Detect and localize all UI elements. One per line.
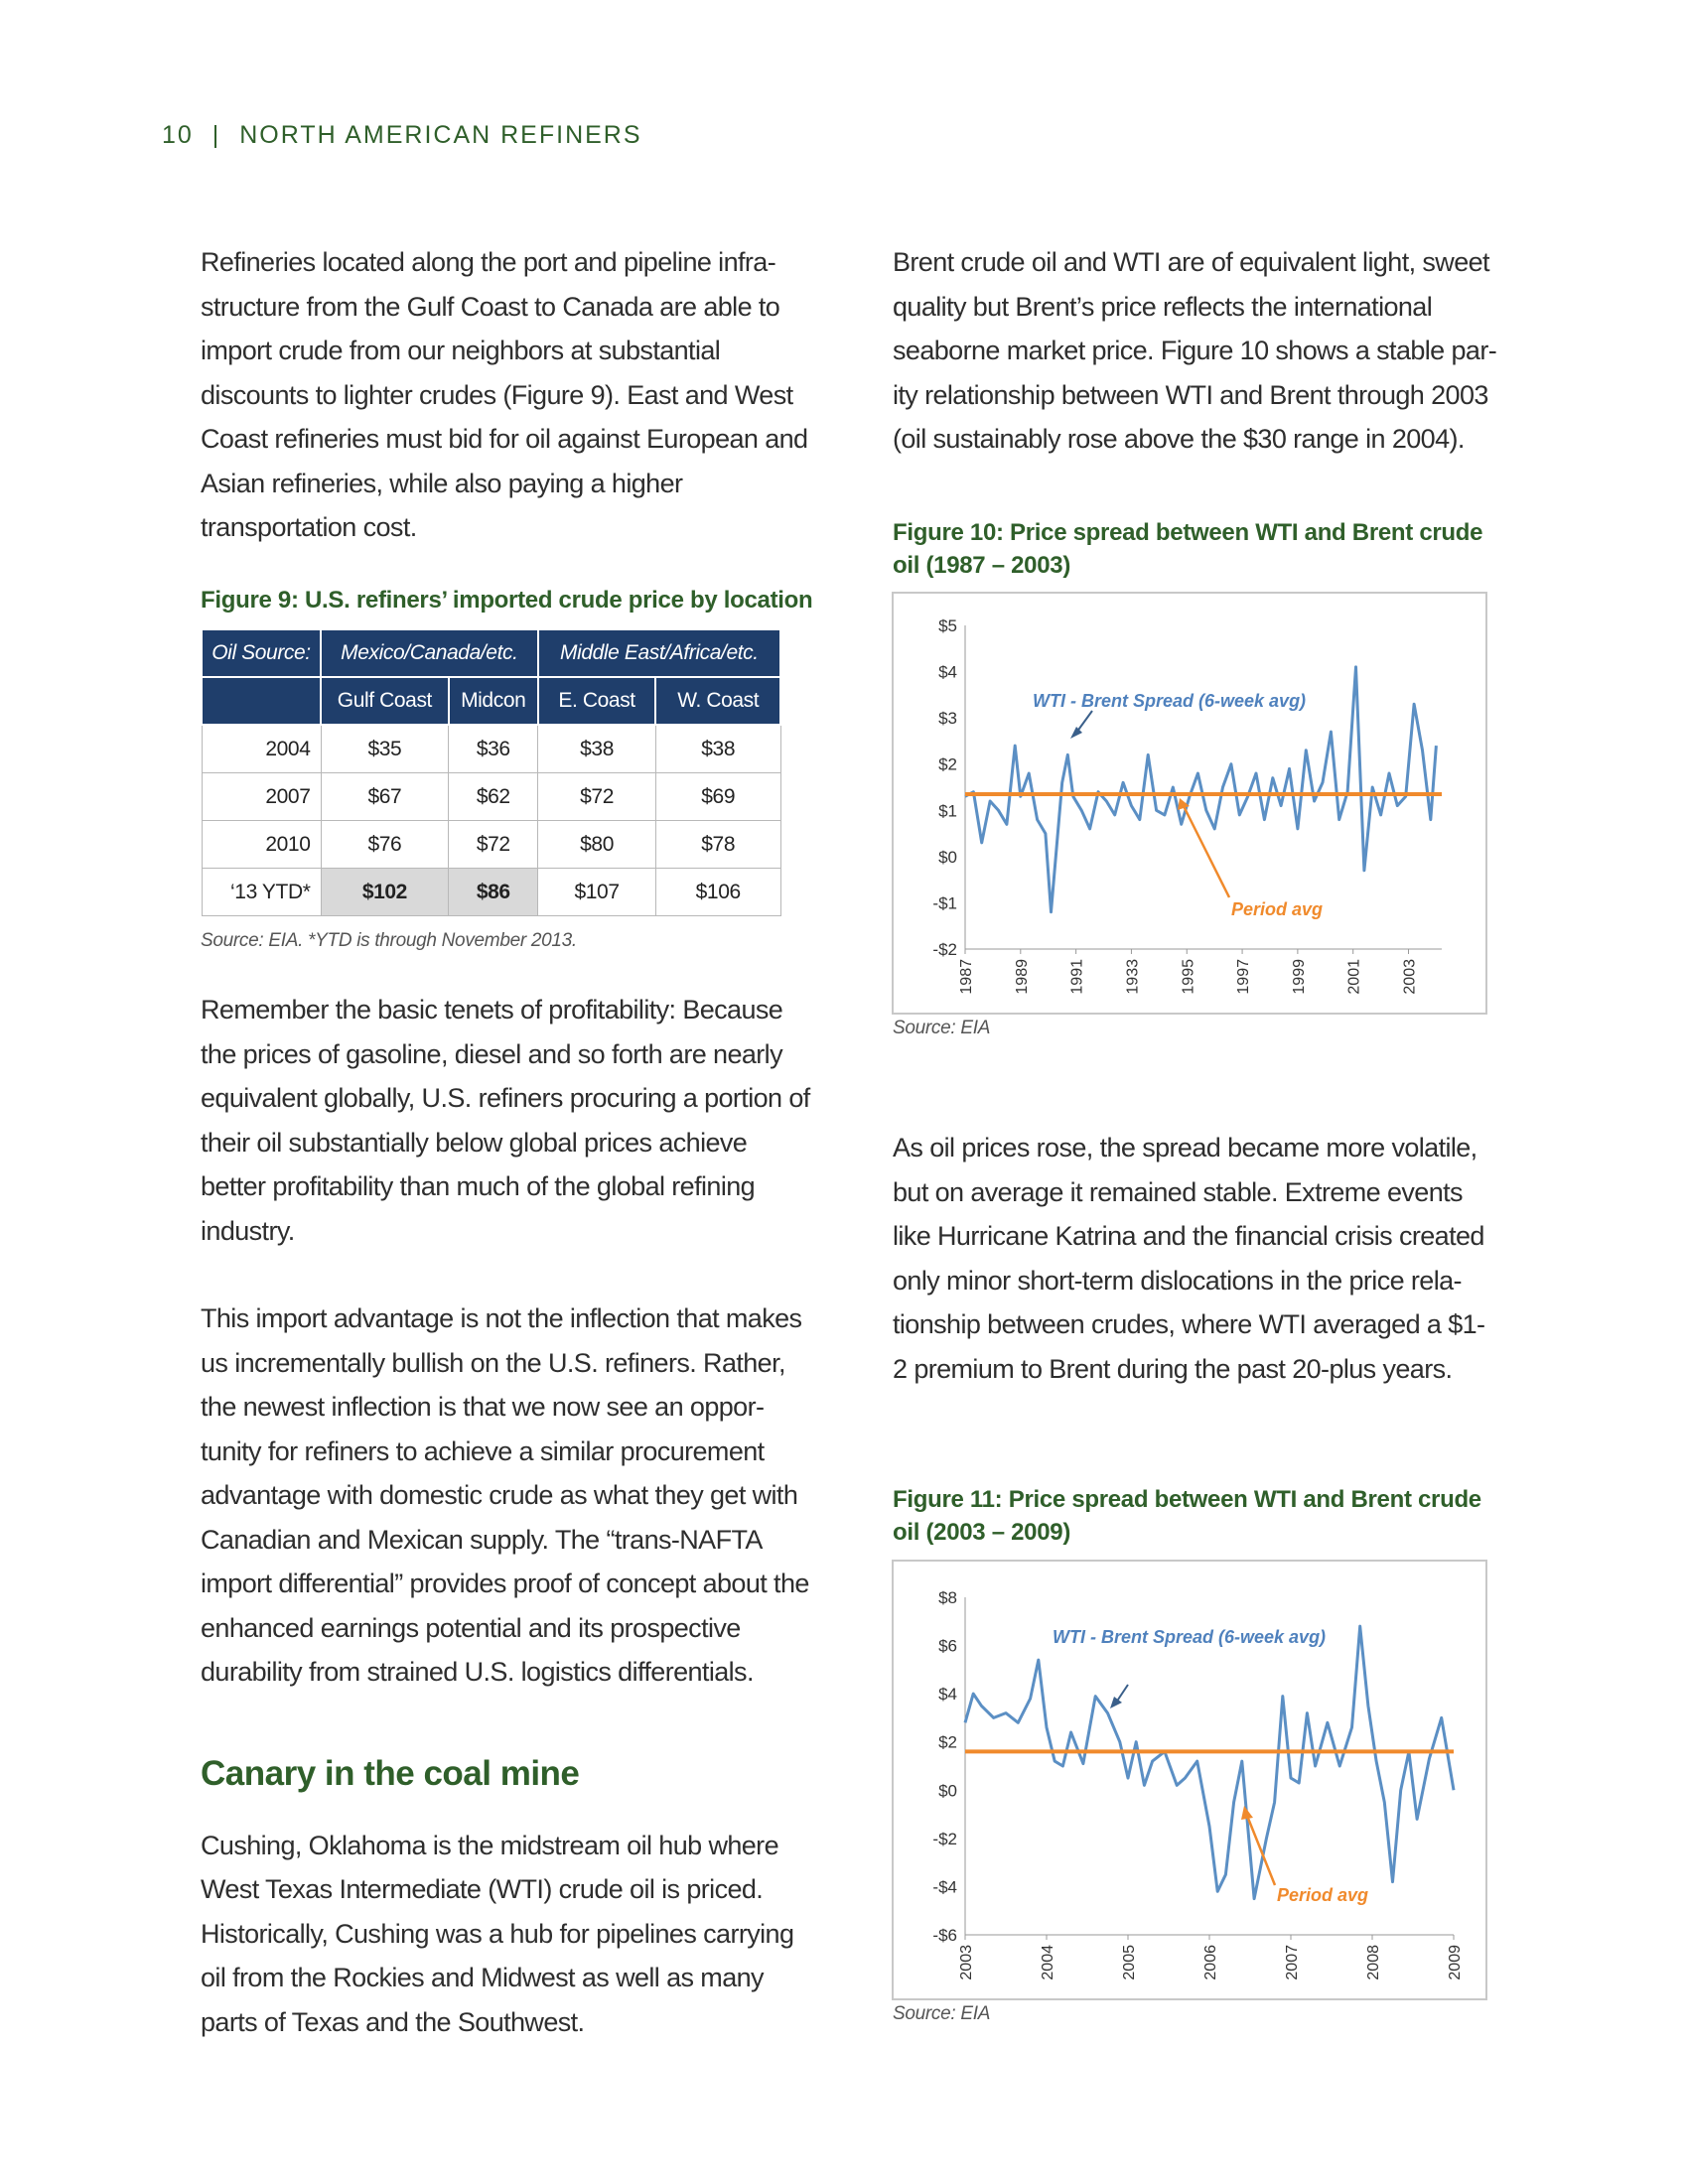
x-tick-label: 1999: [1290, 959, 1308, 995]
figure-title: Figure 11: Price spread between WTI and Brent crude oil (2003 – 2009): [893, 1486, 1481, 1546]
figure-title: Figure 10: Price spread between WTI and Brent crude oil (1987 – 2003): [893, 519, 1483, 579]
figure-source: Source: EIA: [893, 1018, 991, 1038]
spread-series-line: [965, 1626, 1454, 1899]
table-header-empty: [202, 677, 321, 725]
x-tick-label: 2001: [1345, 959, 1363, 995]
table-cell-year: 2004: [202, 725, 321, 773]
table-cell: $69: [655, 773, 780, 821]
table-cell: $35: [321, 725, 449, 773]
table-row: [202, 869, 780, 916]
y-tick-label: -$2: [932, 1829, 957, 1848]
price-table: [201, 628, 781, 916]
table-column-header: Gulf Coast: [321, 677, 449, 725]
header-title: NORTH AMERICAN REFINERS: [239, 121, 642, 149]
table-cell: $62: [449, 773, 538, 821]
y-tick-label: $5: [938, 616, 957, 635]
table-cell: $107: [538, 869, 656, 916]
paragraph: Brent crude oil and WTI are of equivalent light, sweet quality but Brent’s price reflects the international seaborne market price. Figure 10 shows a stable par-ity relationship between WTI and Brent through 2003 (oil sustainably rose above the $30 range in 2004).: [893, 247, 1497, 454]
table-cell: $72: [538, 773, 656, 821]
table-header-group: Middle East/Africa/etc.: [538, 629, 780, 677]
table-header-group: Mexico/Canada/etc.: [321, 629, 538, 677]
header-separator: |: [211, 121, 221, 149]
table-cell: $78: [655, 821, 780, 869]
y-tick-label: $4: [938, 662, 957, 682]
y-tick-label: $1: [938, 801, 957, 821]
paragraph: As oil prices rose, the spread became more volatile, but on average it remained stable. Extreme events like Hurricane Katrina and the financial crisis created only minor short-term dislocations in the price rela-tionship between crudes, where WTI averaged a $1-2 premium to Brent during the past 20-plus years.: [893, 1133, 1485, 1384]
page-header: [162, 121, 642, 150]
section-heading: Canary in the coal mine: [201, 1753, 580, 1793]
x-tick-label: 2007: [1284, 1945, 1301, 1980]
table-cell: $38: [655, 725, 780, 773]
paragraph: Cushing, Oklahoma is the midstream oil hub where West Texas Intermediate (WTI) crude oil is priced. Historically, Cushing was a hub for pipelines carrying oil from the Rockies and Midwest as well as many parts of Texas and the Southwest.: [201, 1830, 794, 2037]
paragraph: This import advantage is not the inflection that makes us incrementally bullish on the U.S. refiners. Rather, the newest inflection is that we now see an oppor-tunity for refiners to achieve a similar procurement advantage with domestic crude as what they get with Canadian and Mexican supply. The “trans-NAFTA import differential” provides proof of concept about the enhanced earnings potential and its prospective durability from strained U.S. logistics differentials.: [201, 1303, 809, 1687]
avg-label-arrow: [1184, 806, 1229, 897]
y-tick-label: $2: [938, 1732, 957, 1752]
paragraph: Remember the basic tenets of profitability: Because the prices of gasoline, diesel and so forth are nearly equivalent globally, U.S. refiners procuring a portion of their oil substantially below global prices achieve better profitability than much of the global refining industry.: [201, 995, 810, 1246]
y-tick-label: $6: [938, 1636, 957, 1656]
left-column-continued: [201, 988, 816, 2044]
table-column-header: E. Coast: [538, 677, 656, 725]
line-chart: [894, 1562, 1485, 1998]
x-tick-label: 1933: [1124, 959, 1142, 995]
x-tick-label: 2005: [1121, 1945, 1138, 1980]
x-tick-label: 1987: [958, 959, 975, 995]
right-column: [893, 240, 1498, 462]
table-cell: $76: [321, 821, 449, 869]
x-tick-label: 1991: [1068, 959, 1086, 995]
x-tick-label: 2009: [1447, 1945, 1464, 1980]
x-tick-label: 2003: [1401, 959, 1419, 995]
x-tick-label: 2004: [1040, 1945, 1056, 1980]
y-tick-label: $0: [938, 847, 957, 867]
x-tick-label: 2003: [958, 1945, 975, 1980]
y-tick-label: $8: [938, 1588, 957, 1607]
table-cell: $106: [655, 869, 780, 916]
figure-title: Figure 9: U.S. refiners’ imported crude price by location: [201, 587, 813, 614]
page-number: 10: [162, 121, 194, 149]
table-column-header: W. Coast: [655, 677, 780, 725]
y-tick-label: $0: [938, 1781, 957, 1801]
left-column: [201, 240, 816, 550]
table-cell: $36: [449, 725, 538, 773]
line-chart: [894, 594, 1485, 1013]
figure-11-chart: [892, 1560, 1487, 2000]
table-cell: $38: [538, 725, 656, 773]
y-tick-label: $4: [938, 1685, 957, 1705]
figure-source: Source: EIA: [893, 2003, 991, 2024]
right-column-continued: [893, 1126, 1498, 1391]
table-row: [202, 821, 780, 869]
table-header-source: Oil Source:: [202, 629, 321, 677]
table-cell-year: ‘13 YTD*: [202, 869, 321, 916]
figure-11-title: [893, 1483, 1498, 1549]
y-tick-label: -$6: [932, 1926, 957, 1945]
figure-10-chart: [892, 592, 1487, 1015]
table-column-header: Midcon: [449, 677, 538, 725]
table-cell: $67: [321, 773, 449, 821]
y-tick-label: -$1: [932, 893, 957, 913]
table-cell: $80: [538, 821, 656, 869]
table-row: [202, 773, 780, 821]
x-tick-label: 1997: [1235, 959, 1253, 995]
table-cell-highlight: $86: [449, 869, 538, 916]
avg-label: Period avg: [1231, 899, 1324, 919]
table-cell-year: 2010: [202, 821, 321, 869]
x-tick-label: 1989: [1013, 959, 1031, 995]
x-tick-label: 1995: [1180, 959, 1197, 995]
y-tick-label: $3: [938, 709, 957, 729]
table-cell-highlight: $102: [321, 869, 449, 916]
x-tick-label: 2008: [1365, 1945, 1382, 1980]
y-tick-label: $2: [938, 754, 957, 774]
figure-source: Source: EIA. *YTD is through November 2013.: [201, 930, 577, 951]
x-tick-label: 2006: [1202, 1945, 1219, 1980]
avg-label: Period avg: [1277, 1885, 1369, 1905]
series-label-arrowhead: [1110, 1697, 1122, 1708]
y-tick-label: -$2: [932, 940, 957, 959]
table-cell-year: 2007: [202, 773, 321, 821]
figure-9: [201, 584, 813, 952]
series-label: WTI - Brent Spread (6-week avg): [1033, 691, 1307, 711]
table-row: [202, 725, 780, 773]
series-label: WTI - Brent Spread (6-week avg): [1053, 1627, 1327, 1647]
paragraph: Refineries located along the port and pipeline infra-structure from the Gulf Coast to Canada are able to import crude from our neighbors at substantial discounts to lighter crudes (Figure 9). East and West Coast refineries must bid for oil against European and Asian refineries, while also paying a higher transportation cost.: [201, 247, 808, 542]
y-tick-label: -$4: [932, 1877, 957, 1897]
table-cell: $72: [449, 821, 538, 869]
figure-10-title: [893, 516, 1498, 582]
